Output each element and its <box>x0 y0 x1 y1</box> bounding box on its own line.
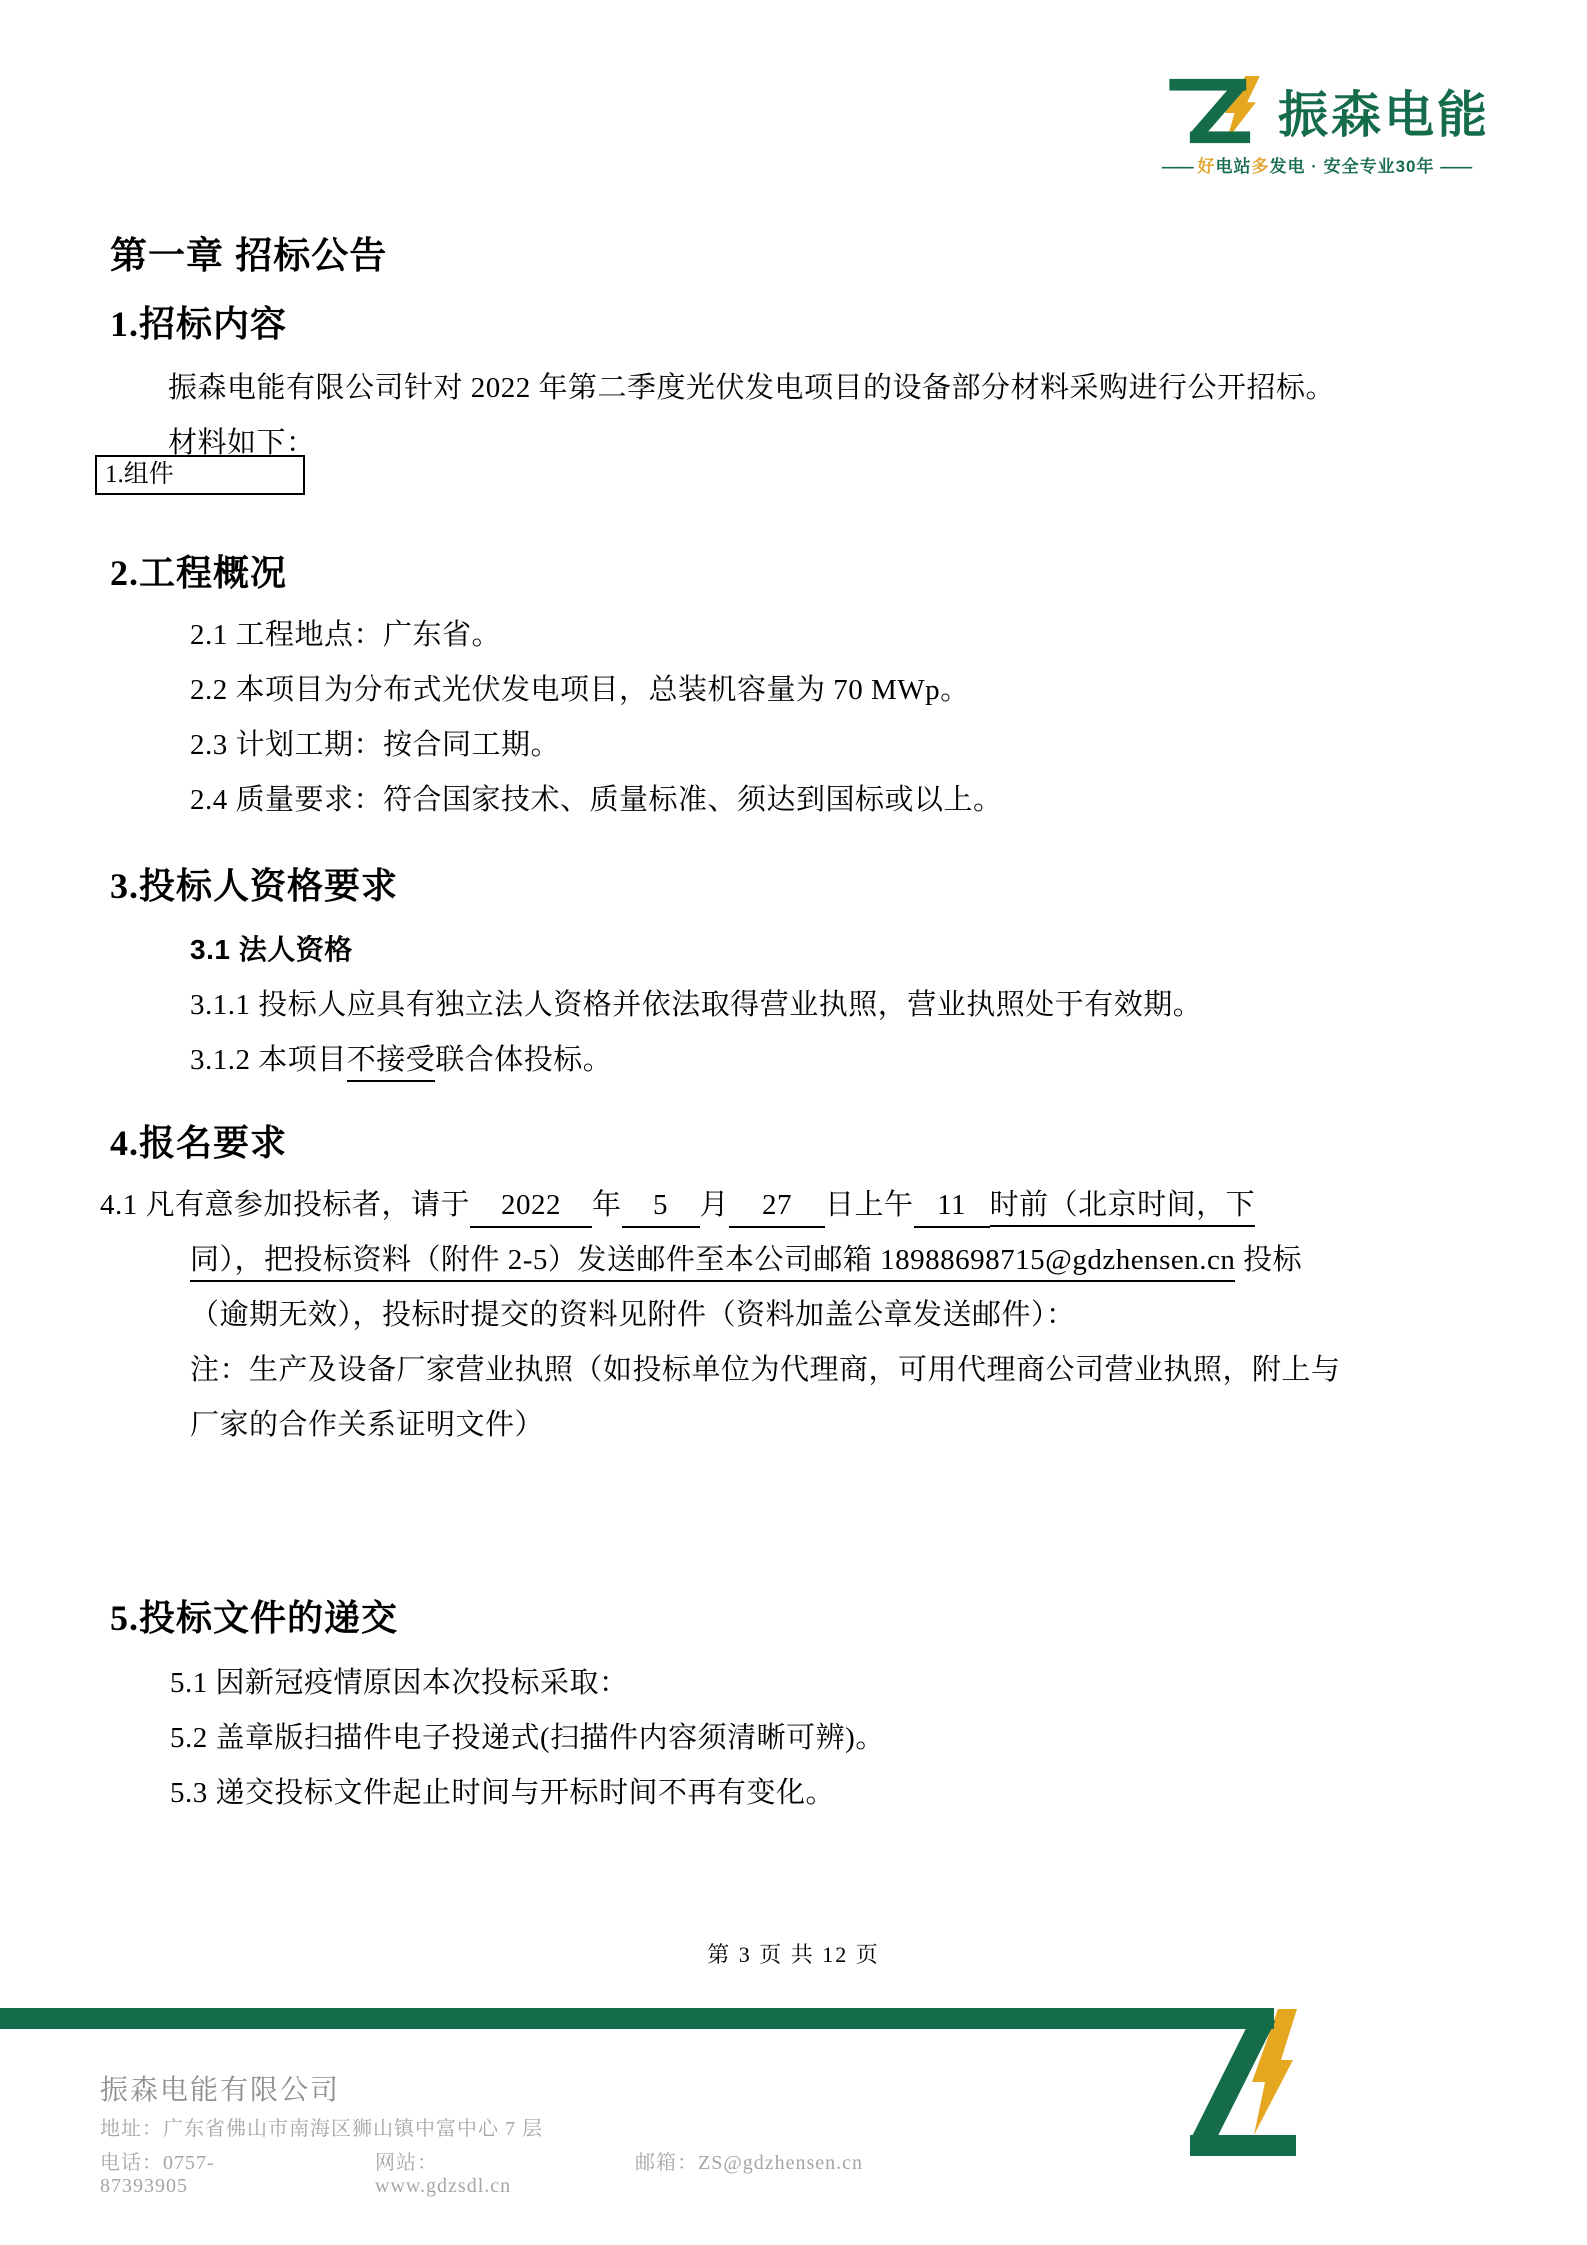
footer-contact-row <box>100 2146 863 2198</box>
blank-year: 2022 <box>470 1189 592 1228</box>
paragraph-line: 4.1 凡有意参加投标者，请于 2022 年 5 月 27 日上午 11 时前（北京时间，下 <box>100 1182 1255 1228</box>
list-item: 5.3 递交投标文件起止时间与开标时间不再有变化。 <box>170 1777 836 1809</box>
list-item: 5.1 因新冠疫情原因本次投标采取： <box>170 1667 629 1699</box>
list-item: 2.4 质量要求：符合国家技术、质量标准、须达到国标或以上。 <box>190 784 1003 816</box>
brand-name: 振森电能 <box>1278 87 1490 143</box>
blank-month: 5 <box>622 1189 700 1228</box>
footer-company-name: 振森电能有限公司 <box>100 2075 341 2106</box>
section3-subtitle: 3.1 法人资格 <box>190 934 353 965</box>
blank-day: 27 <box>729 1189 825 1228</box>
section2-title: 2.工程概况 <box>110 553 288 593</box>
list-item: 3.1.1 投标人应具有独立法人资格并依法取得营业执照，营业执照处于有效期。 <box>190 989 1203 1021</box>
underlined-text: 不接受 <box>347 1044 436 1082</box>
paragraph-line: 同），把投标资料（附件 2-5）发送邮件至本公司邮箱 18988698715@gdzhensen.cn 投标 <box>190 1237 1302 1278</box>
footer-phone: 电话：0757-87393905 <box>100 2152 215 2197</box>
footer-divider-bar <box>0 2008 1180 2029</box>
footer-email: 邮箱：ZS@gdzhensen.cn <box>635 2152 864 2174</box>
brand-tagline: —— 好电站多发电 · 安全专业30年 —— <box>1161 157 1471 176</box>
paragraph-line: 厂家的合作关系证明文件） <box>190 1409 545 1441</box>
paragraph-line: （逾期无效），投标时提交的资料见附件（资料加盖公章发送邮件）： <box>190 1299 1076 1331</box>
brand-logo <box>1142 76 1490 177</box>
list-item: 3.1.2 本项目不接受联合体投标。 <box>190 1037 612 1078</box>
page-number: 第 3 页 共 12 页 <box>707 1942 880 1967</box>
section5-title: 5.投标文件的递交 <box>110 1598 399 1638</box>
footer-address: 地址：广东省佛山市南海区狮山镇中富中心 7 层 <box>100 2118 543 2140</box>
list-item: 2.2 本项目为分布式光伏发电项目，总装机容量为 70 MWp。 <box>190 674 970 706</box>
list-item: 2.1 工程地点：广东省。 <box>190 619 502 651</box>
chapter-title: 第一章 招标公告 <box>110 235 388 276</box>
material-list-box <box>95 455 305 495</box>
blank-hour: 11 <box>914 1189 990 1228</box>
list-item: 2.3 计划工期：按合同工期。 <box>190 729 561 761</box>
section1-paragraph: 振森电能有限公司针对 2022 年第二季度光伏发电项目的设备部分材料采购进行公开招标。 <box>168 372 1336 404</box>
footer-website: 网站：www.gdzsdl.cn <box>375 2152 512 2197</box>
list-item: 5.2 盖章版扫描件电子投递式(扫描件内容须清晰可辨)。 <box>170 1722 885 1754</box>
underlined-email-line: 同），把投标资料（附件 2-5）发送邮件至本公司邮箱 18988698715@gdzhensen.cn <box>190 1244 1235 1282</box>
footer-z-lightning-icon <box>1168 2008 1300 2156</box>
paragraph-line: 注：生产及设备厂家营业执照（如投标单位为代理商，可用代理商公司营业执照，附上与 <box>190 1354 1341 1386</box>
section4-title: 4.报名要求 <box>110 1123 288 1163</box>
section1-title: 1.招标内容 <box>110 304 288 344</box>
section1-paragraph2: 材料如下： <box>168 427 316 459</box>
material-item: 1.组件 <box>105 461 174 488</box>
brand-z-lightning-icon <box>1168 76 1270 146</box>
section3-title: 3.投标人资格要求 <box>110 866 399 906</box>
